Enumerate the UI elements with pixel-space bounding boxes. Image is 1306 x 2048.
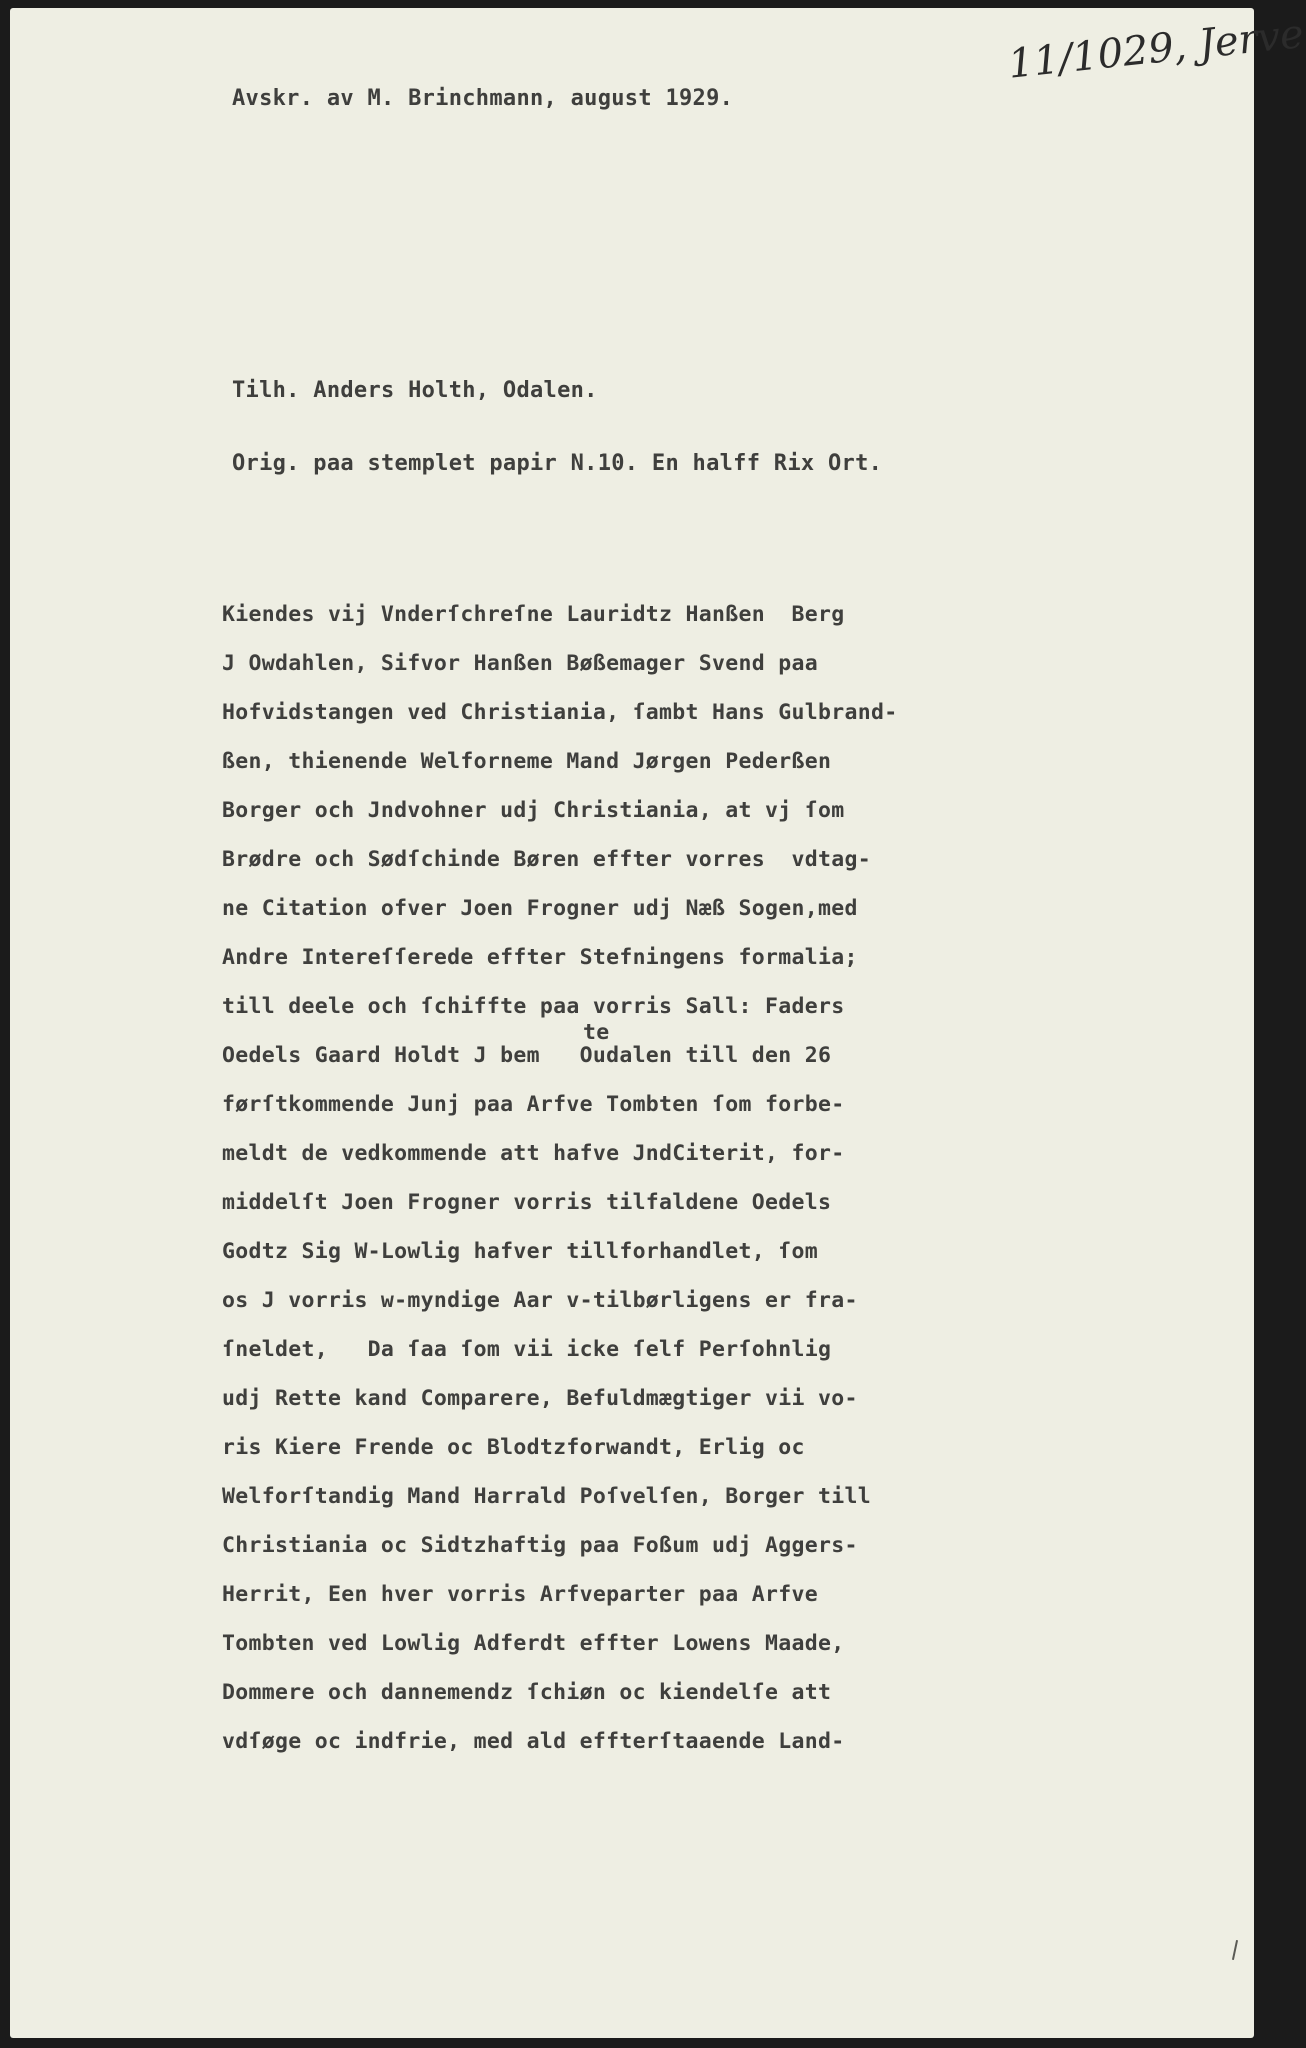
- body-line: Godtz Sig W-Lowlig hafver tillforhandlet, ſom: [222, 1239, 818, 1264]
- owner-line: Tilh. Anders Holth, Odalen.: [232, 378, 598, 403]
- body-line: Oedels Gaard Holdt J bem Oudalen till den 26: [222, 1043, 832, 1068]
- archive-annotation: 11/1029, Jerve: [1006, 10, 1306, 88]
- body-line: Brødre och Sødſchinde Børen effter vorres vdtag-: [222, 847, 871, 872]
- body-line: J Owdahlen, Sifvor Hanßen Bøßemager Svend paa: [222, 651, 818, 676]
- body-line: os J vorris w-myndige Aar v-tilbørligens er fra-: [222, 1288, 858, 1313]
- body-line: Borger och Jndvohner udj Christiania, at vj ſom: [222, 798, 845, 823]
- body-line: ßen, thienende Welforneme Mand Jørgen Pederßen: [222, 749, 832, 774]
- body-line: Hofvidstangen ved Christiania, ſambt Hans Gulbrand-: [222, 700, 898, 725]
- document-page: [10, 8, 1306, 2038]
- transcription-note: Avskr. av M. Brinchmann, august 1929.: [232, 86, 734, 111]
- margin-pen-mark: [1232, 1940, 1238, 1960]
- body-line: ne Citation ofver Joen Frogner udj Næß Sogen,med: [222, 896, 858, 921]
- body-line: middelſt Joen Frogner vorris tilfaldene Oedels: [222, 1190, 832, 1215]
- body-line: Welforſtandig Mand Harrald Poſvelſen, Borger till: [222, 1484, 871, 1509]
- body-line: udj Rette kand Comparere, Befuldmægtiger vii vo-: [222, 1386, 858, 1411]
- body-line: Dommere och dannemendz ſchiøn oc kiendelſe att: [222, 1680, 832, 1705]
- body-line: ſneldet, Da ſaa ſom vii icke ſelf Perſohnlig: [222, 1337, 832, 1362]
- body-line: Andre Intereſſerede effter Stefningens formalia;: [222, 945, 858, 970]
- body-line: till deele och ſchiffte paa vorris Sall: Faders: [222, 994, 845, 1019]
- original-paper-line: Orig. paa stemplet papir N.10. En halff Rix Ort.: [232, 451, 883, 476]
- body-line: vdſøge oc indfrie, med ald effterſtaaende Land-: [222, 1729, 845, 1754]
- body-line: førſtkommende Junj paa Arfve Tombten ſom forbe-: [222, 1092, 845, 1117]
- interlinear-insertion: te: [583, 1020, 610, 1045]
- body-line: meldt de vedkommende att hafve JndCiterit, for-: [222, 1141, 845, 1166]
- body-line: ris Kiere Frende oc Blodtzforwandt, Erlig oc: [222, 1435, 805, 1460]
- body-line: Tombten ved Lowlig Adferdt effter Lowens Maade,: [222, 1631, 845, 1656]
- body-line: Kiendes vij Vnderſchreſne Lauridtz Hanßen Berg: [222, 602, 845, 627]
- body-line: Herrit, Een hver vorris Arfveparter paa Arfve: [222, 1582, 818, 1607]
- body-line: Christiania oc Sidtzhaftig paa Foßum udj Aggers-: [222, 1533, 858, 1558]
- document-body: [222, 603, 982, 1779]
